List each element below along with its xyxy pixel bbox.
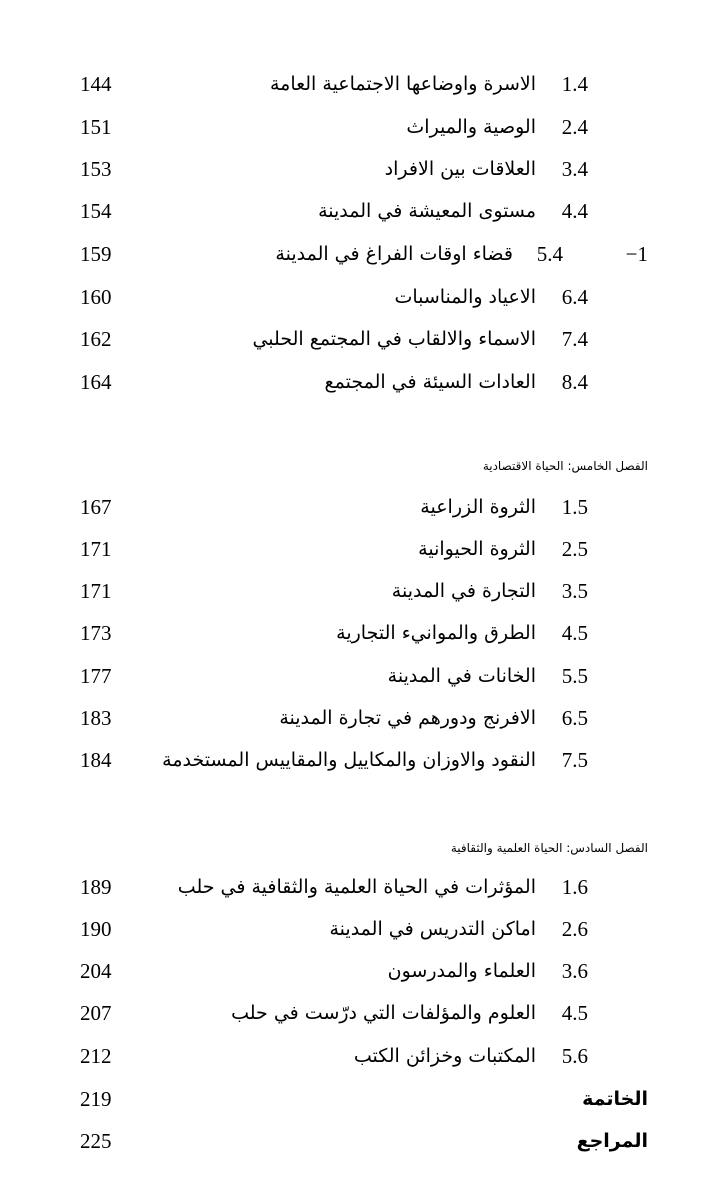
- section-title: الاعياد والمناسبات: [394, 286, 536, 308]
- page-number: 151: [80, 115, 112, 139]
- page-number: 171: [80, 537, 112, 561]
- section-number: 5.4: [536, 242, 563, 266]
- section-title: الاسرة واوضاعها الاجتماعية العامة: [269, 73, 536, 95]
- toc-entry: [0, 279, 703, 315]
- section-title: الثروة الزراعية: [420, 496, 536, 518]
- section-title: الوصية والميراث: [406, 116, 536, 138]
- toc-entry: [0, 953, 703, 989]
- toc-entry-conclusion: [0, 1081, 703, 1117]
- page-number: 154: [80, 199, 112, 223]
- section-number: 2.6: [561, 917, 588, 941]
- section-title: مستوى المعيشة في المدينة: [318, 200, 536, 222]
- page-number: 177: [80, 664, 112, 688]
- page-number: 189: [80, 875, 112, 899]
- page-number: 190: [80, 917, 112, 941]
- page-number: 225: [80, 1129, 112, 1153]
- toc-entry: [0, 489, 703, 525]
- page-number: 212: [80, 1044, 112, 1068]
- section-number: 1.4: [561, 72, 588, 96]
- section-number: 7.4: [561, 327, 588, 351]
- list-marker: −1: [625, 242, 648, 266]
- section-title: الخاتمة: [582, 1088, 648, 1110]
- toc-entry: [0, 573, 703, 609]
- section-title: العلماء والمدرسون: [387, 960, 536, 982]
- section-title: المراجع: [576, 1130, 648, 1152]
- page-number: 153: [80, 157, 112, 181]
- page-number: 171: [80, 579, 112, 603]
- toc-entry: [0, 615, 703, 651]
- toc-entry: [0, 911, 703, 947]
- toc-entry: [0, 151, 703, 187]
- section-number: 4.4: [561, 199, 588, 223]
- page-number: 204: [80, 959, 112, 983]
- section-number: 4.5: [561, 621, 588, 645]
- section-title: العلوم والمؤلفات التي درّست في حلب: [231, 1002, 536, 1024]
- section-number: 1.5: [561, 495, 588, 519]
- section-title: النقود والاوزان والمكاييل والمقاييس المستخدمة: [162, 749, 536, 771]
- section-title: قضاء اوقات الفراغ في المدينة: [275, 243, 513, 265]
- section-number: 1.6: [561, 875, 588, 899]
- section-title: التجارة في المدينة: [391, 580, 536, 602]
- page-number: 219: [80, 1087, 112, 1111]
- section-title: المكتبات وخزائن الكتب: [353, 1045, 536, 1067]
- section-title: الخانات في المدينة: [387, 665, 536, 687]
- section-number: 5.5: [561, 664, 588, 688]
- section-number: 5.6: [561, 1044, 588, 1068]
- section-title: الطرق والموانيء التجارية: [336, 622, 536, 644]
- toc-entry: [0, 364, 703, 400]
- section-title: اماكن التدريس في المدينة: [329, 918, 536, 940]
- section-number: 4.5: [561, 1001, 588, 1025]
- section-number: 2.4: [561, 115, 588, 139]
- chapter-heading: الفصل الخامس: الحياة الاقتصادية: [482, 459, 648, 473]
- page-number: 183: [80, 706, 112, 730]
- toc-entry: [0, 700, 703, 736]
- section-title: الثروة الحيوانية: [418, 538, 536, 560]
- toc-entry: [0, 321, 703, 357]
- section-number: 3.5: [561, 579, 588, 603]
- toc-entry: [0, 995, 703, 1031]
- toc-entry: [0, 109, 703, 145]
- section-title: العادات السيئة في المجتمع: [324, 371, 536, 393]
- section-number: 7.5: [561, 748, 588, 772]
- toc-entry: [0, 658, 703, 694]
- page-number: 159: [80, 242, 112, 266]
- section-number: 8.4: [561, 370, 588, 394]
- page-number: 164: [80, 370, 112, 394]
- section-number: 6.5: [561, 706, 588, 730]
- page-number: 207: [80, 1001, 112, 1025]
- toc-entry: [0, 742, 703, 778]
- section-number: 6.4: [561, 285, 588, 309]
- section-number: 3.4: [561, 157, 588, 181]
- chapter-heading: الفصل السادس: الحياة العلمية والثقافية: [450, 841, 648, 855]
- page-number: 160: [80, 285, 112, 309]
- section-title: الافرنج ودورهم في تجارة المدينة: [279, 707, 536, 729]
- section-title: العلاقات بين الافراد: [384, 158, 536, 180]
- page-number: 144: [80, 72, 112, 96]
- page-number: 167: [80, 495, 112, 519]
- section-title: المؤثرات في الحياة العلمية والثقافية في حلب: [177, 876, 536, 898]
- toc-entry: [0, 66, 703, 102]
- page-number: 162: [80, 327, 112, 351]
- toc-entry: [0, 236, 703, 272]
- toc-entry: [0, 869, 703, 905]
- section-number: 2.5: [561, 537, 588, 561]
- toc-entry-references: [0, 1123, 703, 1159]
- section-number: 3.6: [561, 959, 588, 983]
- page-number: 184: [80, 748, 112, 772]
- toc-entry: [0, 193, 703, 229]
- toc-entry: [0, 1038, 703, 1074]
- toc-entry: [0, 531, 703, 567]
- section-title: الاسماء والالقاب في المجتمع الحلبي: [252, 328, 536, 350]
- page-number: 173: [80, 621, 112, 645]
